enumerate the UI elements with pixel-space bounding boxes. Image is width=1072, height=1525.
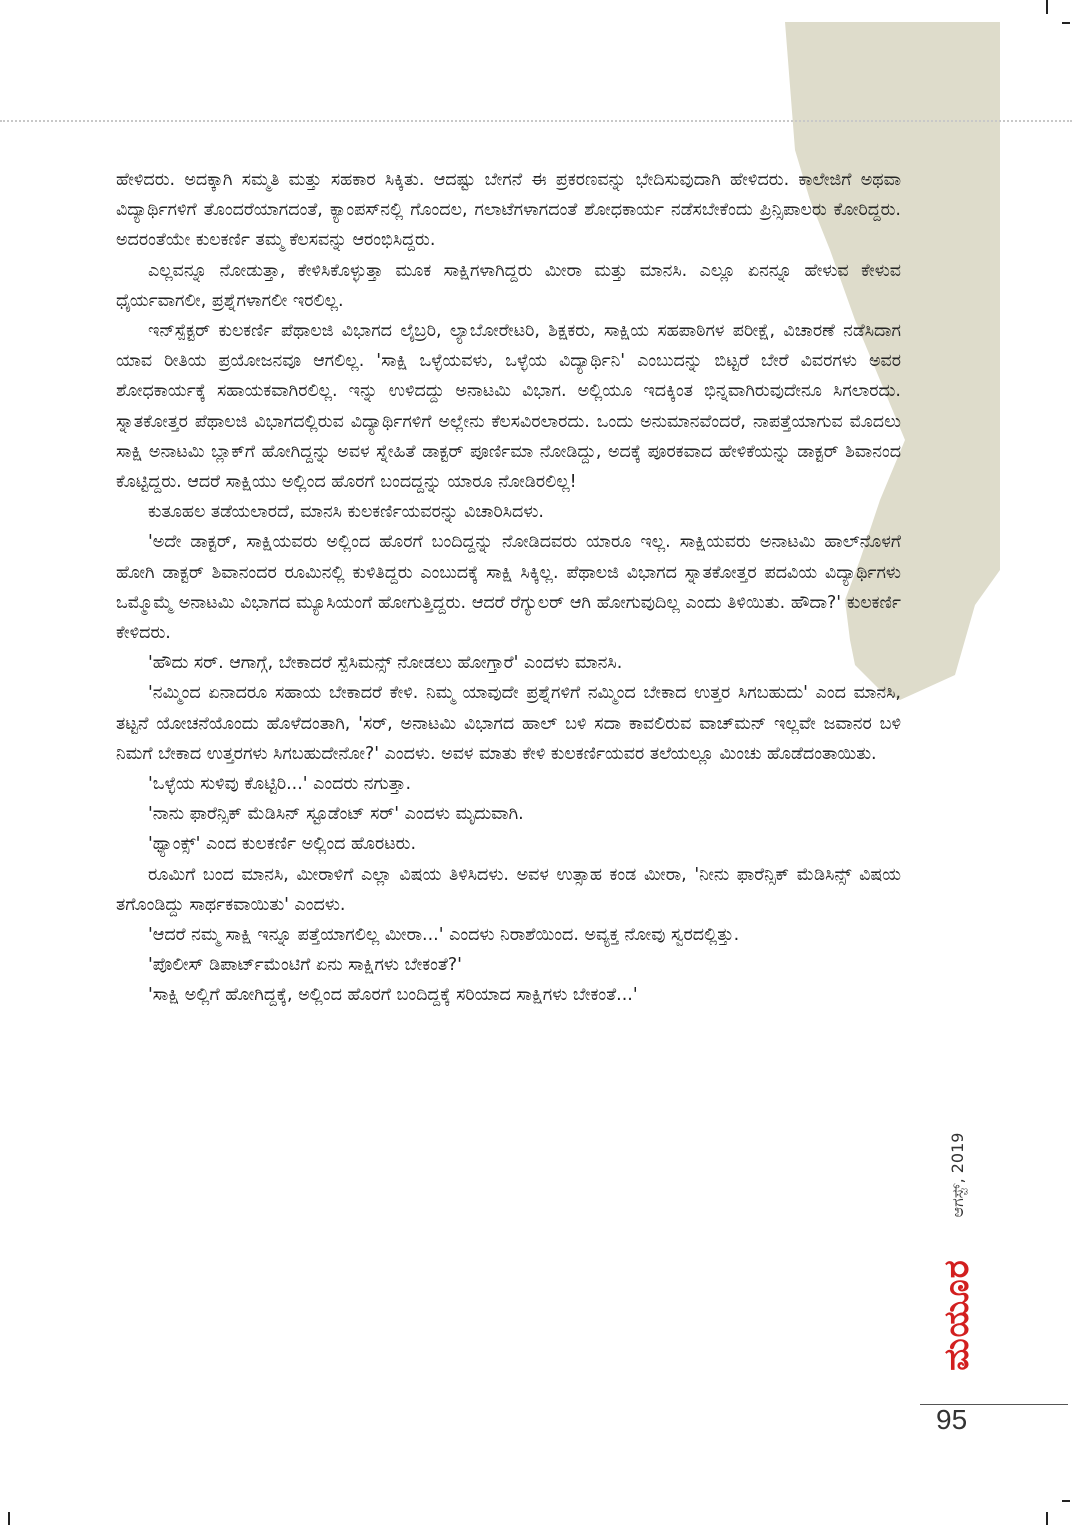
paragraph: 'ಒಳ್ಳೆಯ ಸುಳಿವು ಕೊಟ್ಟಿರಿ...' ಎಂದರು ನಗುತ್ತಾ. (148, 774, 412, 795)
magazine-logo (934, 1245, 980, 1385)
paragraph: 'ಅದೇ ಡಾಕ್ಟರ್, ಸಾಕ್ಷಿಯವರು ಅಲ್ಲಿಂದ ಹೊರಗೆ ಬಂದಿದ್ದನ್ನು ನೋಡಿದವರು ಯಾರೂ ಇಲ್ಲ. ಸಾಕ್ಷಿಯವರು ಅನಾಟಮಿ ಹಾಲ್‌ನೊಳಗೆ ಹೋಗಿ ಡಾಕ್ಟರ್ ಶಿವಾನಂದರ ರೂಮಿನಲ್ಲಿ ಕುಳಿತಿದ್ದರು ಎಂಬುದಕ್ಕೆ ಸಾಕ್ಷಿ ಸಿಕ್ಕಿಲ್ಲ. ಪೆಥಾಲಜಿ ವಿಭಾಗದ ಸ್ನಾತಕೋತ್ತರ ಪದವಿಯ ವಿದ್ಯಾರ್ಥಿಗಳು ಒಮ್ಮೊಮ್ಮೆ ಅನಾಟಮಿ ವಿಭಾಗದ ಮ್ಯೂಸಿಯಂಗೆ ಹೋಗುತ್ತಿದ್ದರು. ಆದರೆ ರೆಗ್ಯುಲರ್ ಆಗಿ ಹೋಗುವುದಿಲ್ಲ ಎಂದು ತಿಳಿಯಿತು. ಹೌದಾ?' ಕುಲಕರ್ಣಿ ಕೇಳಿದರು. (116, 532, 901, 644)
issue-date (944, 1115, 972, 1235)
issue-date-text: ಆಗಸ್ಟ್, 2019 (948, 1132, 967, 1218)
crop-mark-bottom-right (1046, 1512, 1048, 1525)
paragraph: 'ನಾನು ಫಾರೆನ್ಸಿಕ್ ಮೆಡಿಸಿನ್ ಸ್ಟೂಡೆಂಟ್ ಸರ್' ಎಂದಳು ಮೃದುವಾಗಿ. (148, 804, 524, 825)
paragraph: 'ಥ್ಯಾಂಕ್ಸ್' ಎಂದ ಕುಲಕರ್ಣಿ ಅಲ್ಲಿಂದ ಹೊರಟರು. (148, 834, 417, 855)
crop-mark-right-bottom (1062, 1500, 1070, 1502)
crop-mark-bottom-left (8, 1512, 10, 1525)
paragraph: ರೂಮಿಗೆ ಬಂದ ಮಾನಸಿ, ಮೀರಾಳಿಗೆ ಎಲ್ಲಾ ವಿಷಯ ತಿಳಿಸಿದಳು. ಅವಳ ಉತ್ಸಾಹ ಕಂಡ ಮೀರಾ, 'ನೀನು ಫಾರೆನ್ಸಿಕ್ ಮೆಡಿಸಿನ್ಸ್ ವಿಷಯ ತಗೊಂಡಿದ್ದು ಸಾರ್ಥಕವಾಯಿತು' ಎಂದಳು. (116, 864, 901, 915)
article-body (116, 165, 901, 1011)
paragraph: ಕುತೂಹಲ ತಡೆಯಲಾರದೆ, ಮಾನಸಿ ಕುಲಕರ್ಣಿಯವರನ್ನು ವಿಚಾರಿಸಿದಳು. (148, 502, 544, 523)
paragraph: 'ಸಾಕ್ಷಿ ಅಲ್ಲಿಗೆ ಹೋಗಿದ್ದಕ್ಕೆ, ಅಲ್ಲಿಂದ ಹೊರಗೆ ಬಂದಿದ್ದಕ್ಕೆ ಸರಿಯಾದ ಸಾಕ್ಷಿಗಳು ಬೇಕಂತೆ...' (148, 985, 638, 1006)
paragraph: ಇನ್‌ಸ್ಪೆಕ್ಟರ್ ಕುಲಕರ್ಣಿ ಪೆಥಾಲಜಿ ವಿಭಾಗದ ಲೈಬ್ರರಿ, ಲ್ಯಾಬೋರೇಟರಿ, ಶಿಕ್ಷಕರು, ಸಾಕ್ಷಿಯ ಸಹಪಾಠಿಗಳ ಪರೀಕ್ಷೆ, ವಿಚಾರಣೆ ನಡೆಸಿದಾಗ ಯಾವ ರೀತಿಯ ಪ್ರಯೋಜನವೂ ಆಗಲಿಲ್ಲ. 'ಸಾಕ್ಷಿ ಒಳ್ಳೆಯವಳು, ಒಳ್ಳೆಯ ವಿದ್ಯಾರ್ಥಿನಿ' ಎಂಬುದನ್ನು ಬಿಟ್ಟರೆ ಬೇರೆ ವಿವರಗಳು ಅವರ ಶೋಧಕಾರ್ಯಕ್ಕೆ ಸಹಾಯಕವಾಗಿರಲಿಲ್ಲ. ಇನ್ನು ಉಳಿದದ್ದು ಅನಾಟಮಿ ವಿಭಾಗ. ಅಲ್ಲಿಯೂ ಇದಕ್ಕಿಂತ ಭಿನ್ನವಾಗಿರುವುದೇನೂ ಸಿಗಲಾರದು. ಸ್ನಾತಕೋತ್ತರ ಪೆಥಾಲಜಿ ವಿಭಾಗದಲ್ಲಿರುವ ವಿದ್ಯಾರ್ಥಿಗಳಿಗೆ ಅಲ್ಲೇನು ಕೆಲಸವಿರಲಾರದು. ಒಂದು ಅನುಮಾನವೆಂದರೆ, ನಾಪತ್ತೆಯಾಗುವ ಮೊದಲು ಸಾಕ್ಷಿ ಅನಾಟಮಿ ಬ್ಲಾಕ್‌ಗೆ ಹೋಗಿದ್ದನ್ನು ಅವಳ ಸ್ನೇಹಿತೆ ಡಾಕ್ಟರ್ ಪೂರ್ಣಿಮಾ ನೋಡಿದ್ದು, ಅದಕ್ಕೆ ಪೂರಕವಾದ ಹೇಳಿಕೆಯನ್ನು ಡಾಕ್ಟರ್ ಶಿವಾನಂದ ಕೊಟ್ಟಿದ್ದರು. ಆದರೆ ಸಾಕ್ಷಿಯು ಅಲ್ಲಿಂದ ಹೊರಗೆ ಬಂದದ್ದನ್ನು ಯಾರೂ ನೋಡಿರಲಿಲ್ಲ! (116, 321, 901, 493)
paragraph: ಎಲ್ಲವನ್ನೂ ನೋಡುತ್ತಾ, ಕೇಳಿಸಿಕೊಳ್ಳುತ್ತಾ ಮೂಕ ಸಾಕ್ಷಿಗಳಾಗಿದ್ದರು ಮೀರಾ ಮತ್ತು ಮಾನಸಿ. ಎಲ್ಲೂ ಏನನ್ನೂ ಹೇಳುವ ಕೇಳುವ ಧೈರ್ಯವಾಗಲೀ, ಪ್ರಶ್ನೆಗಳಾಗಲೀ ಇರಲಿಲ್ಲ. (116, 260, 901, 311)
magazine-logo-text: ಮಯೂರ (937, 1259, 977, 1371)
page-number: 95 (936, 1404, 968, 1435)
paragraph: 'ಹೌದು ಸರ್. ಆಗಾಗ್ಗೆ, ಬೇಕಾದರೆ ಸ್ಪೆಸಿಮನ್ಸ್ ನೋಡಲು ಹೋಗ್ತಾರೆ' ಎಂದಳು ಮಾನಸಿ. (148, 653, 623, 674)
crop-mark-right-top (1062, 22, 1070, 24)
paragraph: 'ಆದರೆ ನಮ್ಮ ಸಾಕ್ಷಿ ಇನ್ನೂ ಪತ್ತೆಯಾಗಲಿಲ್ಲ ಮೀರಾ...' ಎಂದಳು ನಿರಾಶೆಯಿಂದ. ಅವ್ಯಕ್ತ ನೋವು ಸ್ವರದಲ್ಲಿತ್ತು. (148, 925, 740, 946)
paragraph: 'ನಮ್ಮಿಂದ ಏನಾದರೂ ಸಹಾಯ ಬೇಕಾದರೆ ಕೇಳಿ. ನಿಮ್ಮ ಯಾವುದೇ ಪ್ರಶ್ನೆಗಳಿಗೆ ನಮ್ಮಿಂದ ಬೇಕಾದ ಉತ್ತರ ಸಿಗಬಹುದು' ಎಂದ ಮಾನಸಿ, ತಟ್ಟನೆ ಯೋಚನೆಯೊಂದು ಹೊಳೆದಂತಾಗಿ, 'ಸರ್, ಅನಾಟಮಿ ವಿಭಾಗದ ಹಾಲ್ ಬಳಿ ಸದಾ ಕಾವಲಿರುವ ವಾಚ್‌ಮನ್ ಇಲ್ಲವೇ ಜವಾನರ ಬಳಿ ನಿಮಗೆ ಬೇಕಾದ ಉತ್ತರಗಳು ಸಿಗಬಹುದೇನೋ?' ಎಂದಳು. ಅವಳ ಮಾತು ಕೇಳಿ ಕುಲಕರ್ಣಿಯವರ ತಲೆಯಲ್ಲೂ ಮಿಂಚು ಹೊಡೆದಂತಾಯಿತು. (116, 683, 901, 764)
paragraph: ಹೇಳಿದರು. ಅದಕ್ಕಾಗಿ ಸಮ್ಮತಿ ಮತ್ತು ಸಹಕಾರ ಸಿಕ್ಕಿತು. ಆದಷ್ಟು ಬೇಗನೆ ಈ ಪ್ರಕರಣವನ್ನು ಭೇದಿಸುವುದಾಗಿ ಹೇಳಿದರು. ಕಾಲೇಜಿಗೆ ಅಥವಾ ವಿದ್ಯಾರ್ಥಿಗಳಿಗೆ ತೊಂದರೆಯಾಗದಂತೆ, ಕ್ಯಾಂಪಸ್‌ನಲ್ಲಿ ಗೊಂದಲ, ಗಲಾಟೆಗಳಾಗದಂತೆ ಶೋಧಕಾರ್ಯ ನಡೆಸಬೇಕೆಂದು ಪ್ರಿನ್ಸಿಪಾಲರು ಕೋರಿದ್ದರು. ಅದರಂತೆಯೇ ಕುಲಕರ್ಣಿ ತಮ್ಮ ಕೆಲಸವನ್ನು ಆರಂಭಿಸಿದ್ದರು. (116, 170, 901, 251)
paragraph: 'ಪೊಲೀಸ್ ಡಿಪಾರ್ಟ್‌ಮೆಂಟಿಗೆ ಏನು ಸಾಕ್ಷಿಗಳು ಬೇಕಂತೆ?' (148, 955, 462, 976)
crop-mark-top-right (1046, 0, 1048, 14)
dotted-divider (0, 120, 1072, 122)
